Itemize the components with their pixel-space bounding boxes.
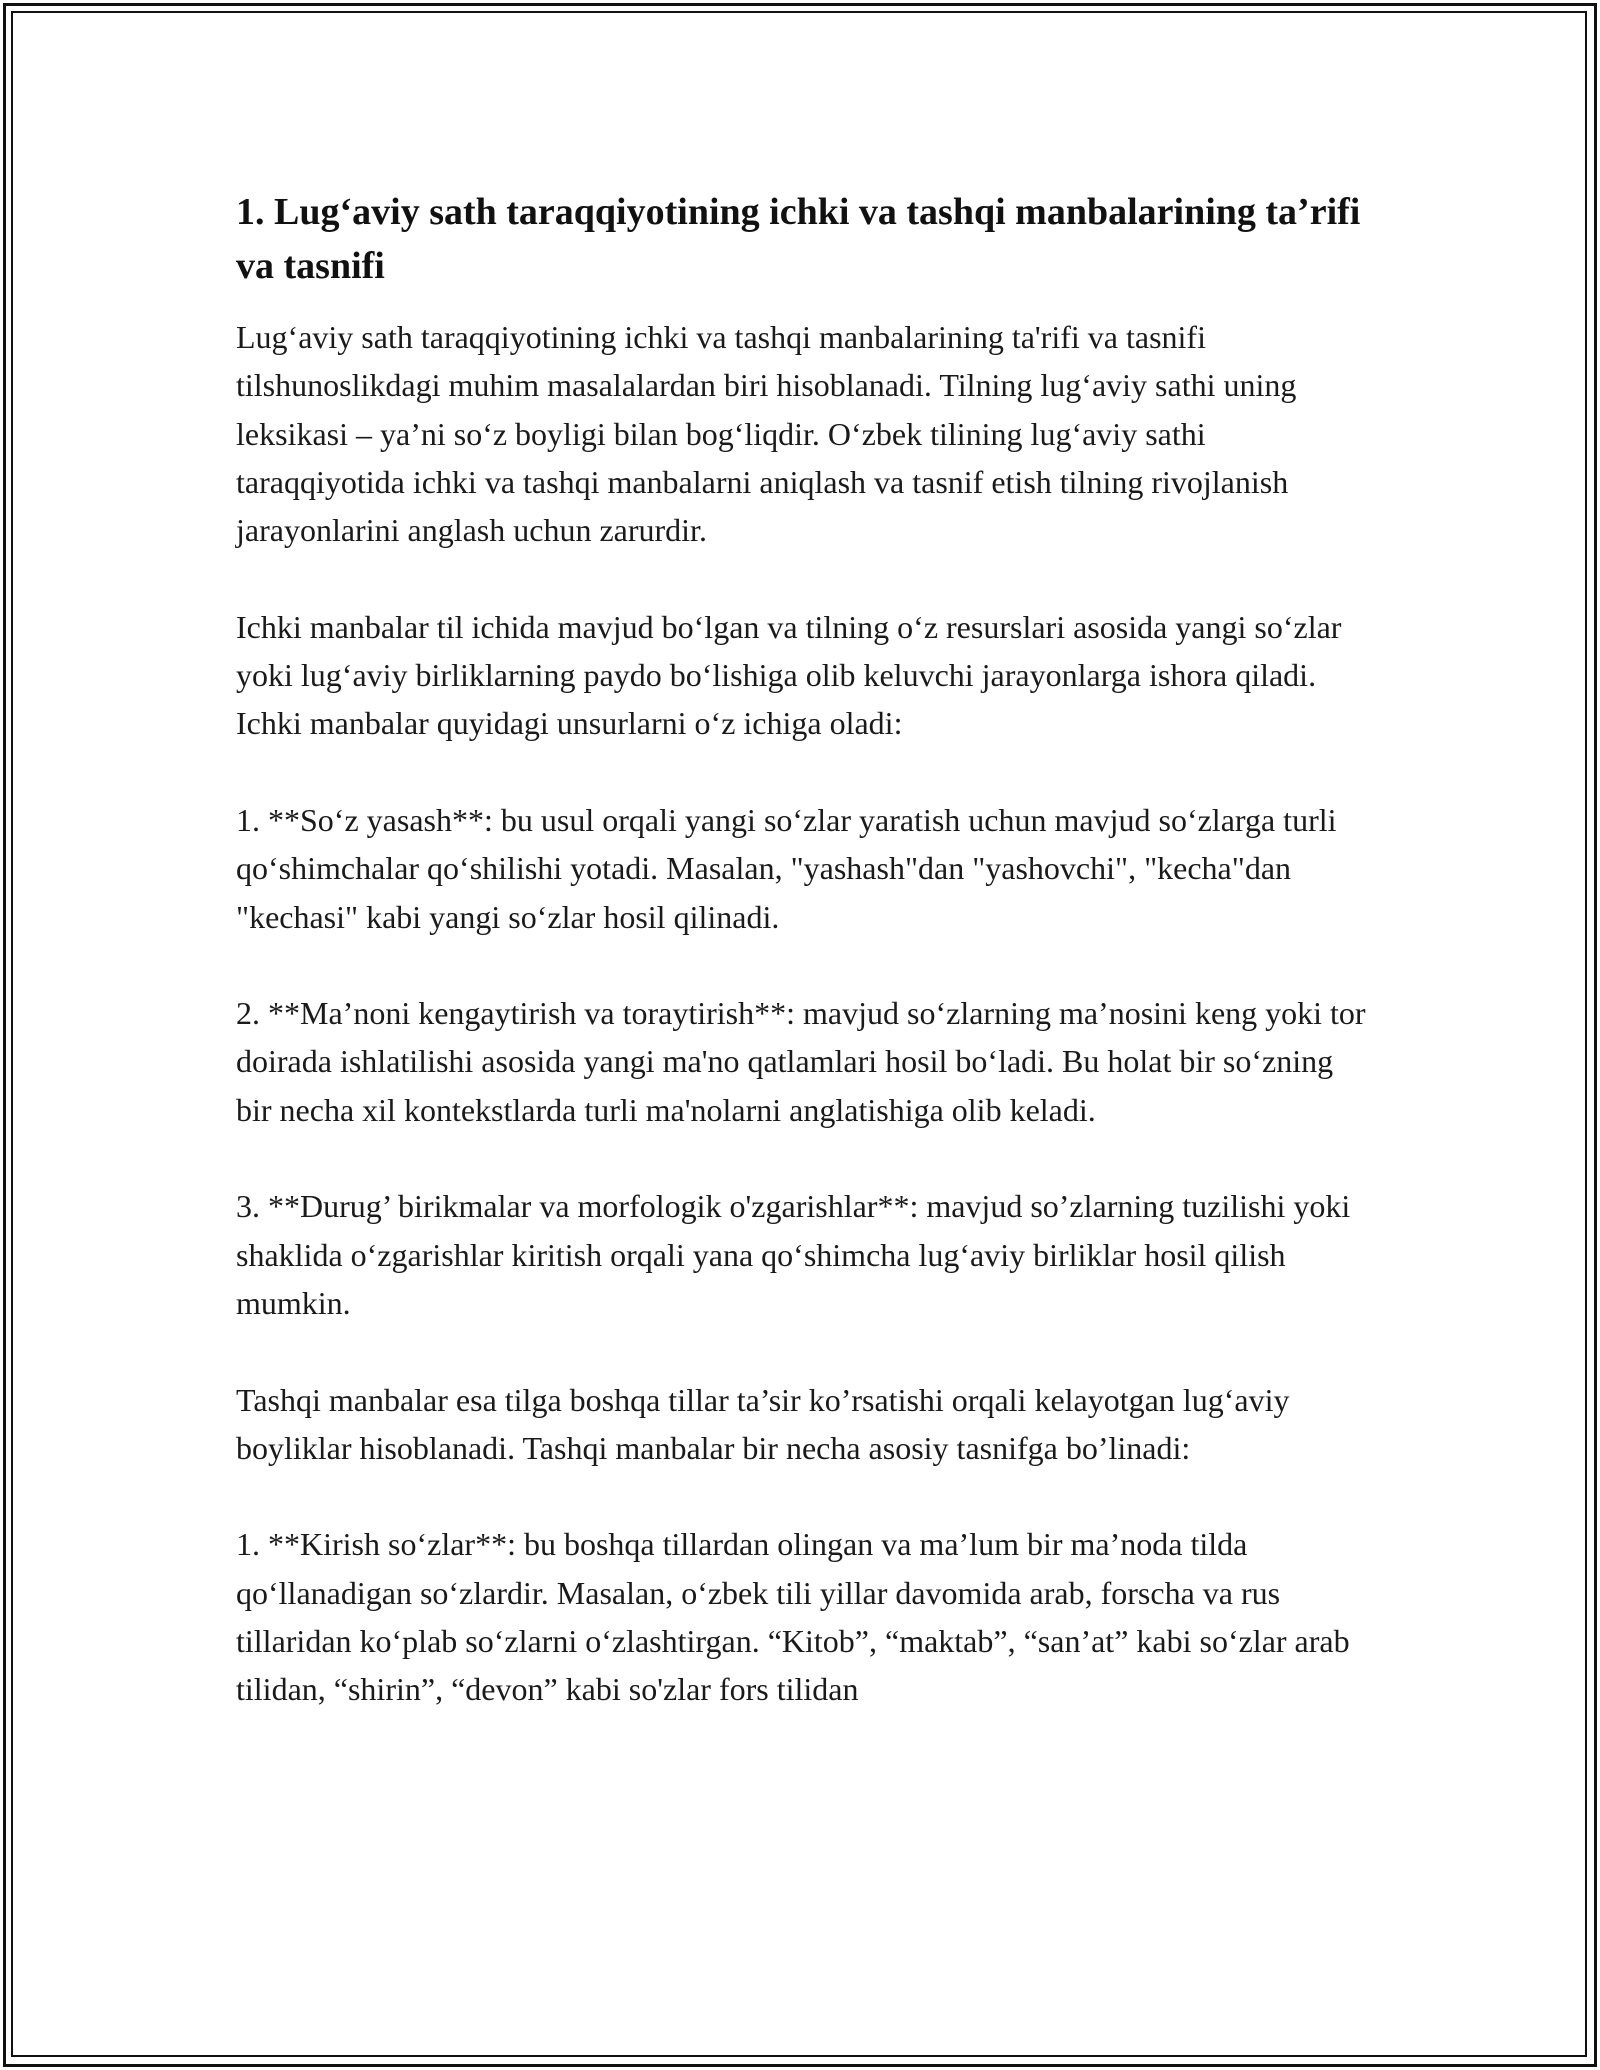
paragraph-intro: Lug‘aviy sath taraqqiyotining ichki va tashqi manbalarining ta'rifi va tasnifi tilshunoslikdagi muhim masalalardan biri hisoblanadi. Tilning lug‘aviy sathi uning leksikasi – ya’ni so‘z boyligi bilan bog‘liqdir. O‘zbek tilining lug‘aviy sathi taraqqiyotida ichki va tashqi manbalarni aniqlash va tasnif etish tilning rivojlanish jarayonlarini anglash uchun zarurdir. xyxy=(236,319,1297,549)
document-body xyxy=(236,185,1376,1714)
paragraph-external-sources: Tashqi manbalar esa tilga boshqa tillar ta’sir ko’rsatishi orqali kelayotgan lug‘aviy boyliklar hisoblanadi. Tashqi manbalar bir necha asosiy tasnifga bo’linadi: xyxy=(236,1381,1290,1466)
list-item-meaning-extension: 2. **Ma’noni kengaytirish va toraytirish**: mavjud so‘zlarning ma’nosini keng yoki tor doirada ishlatilishi asosida yangi ma'no qatlamlari hosil bo‘ladi. Bu holat bir so‘zning bir necha xil kontekstlarda turli ma'nolarni anglatishiga olib keladi. xyxy=(236,995,1366,1128)
list-item-morphological-changes: 3. **Durug’ birikmalar va morfologik o'zgarishlar**: mavjud so’zlarning tuzilishi yoki shaklida o‘zgarishlar kiritish orqali yana qo‘shimcha lug‘aviy birliklar hosil qilish mumkin. xyxy=(236,1188,1351,1321)
document-title: 1. Lug‘aviy sath taraqqiyotining ichki va tashqi manbalarining ta’rifi va tasnifi xyxy=(236,191,1361,287)
list-item-word-formation: 1. **So‘z yasash**: bu usul orqali yangi so‘zlar yaratish uchun mavjud so‘zlarga turli qo‘shimchalar qo‘shilishi yotadi. Masalan, "yashash"dan "yashovchi", "kecha"dan "kechasi" kabi yangi so‘zlar hosil qilinadi. xyxy=(236,801,1337,935)
paragraph-internal-sources: Ichki manbalar til ichida mavjud bo‘lgan va tilning o‘z resurslari asosida yangi so‘zlar yoki lug‘aviy birliklarning paydo bo‘lishiga olib keluvchi jarayonlarga ishora qiladi. Ichki manbalar quyidagi unsurlarni o‘z ichiga oladi: xyxy=(236,608,1342,742)
list-item-loanwords: 1. **Kirish so‘zlar**: bu boshqa tillardan olingan va ma’lum bir ma’noda tilda qo‘llanadigan so‘zlardir. Masalan, o‘zbek tili yillar davomida arab, forscha va rus tillaridan ko‘plab so‘zlarni o‘zlashtirgan. “Kitob”, “maktab”, “san’at” kabi so‘zlar arab tilidan, “shirin”, “devon” kabi so'zlar fors tilidan xyxy=(236,1526,1350,1708)
